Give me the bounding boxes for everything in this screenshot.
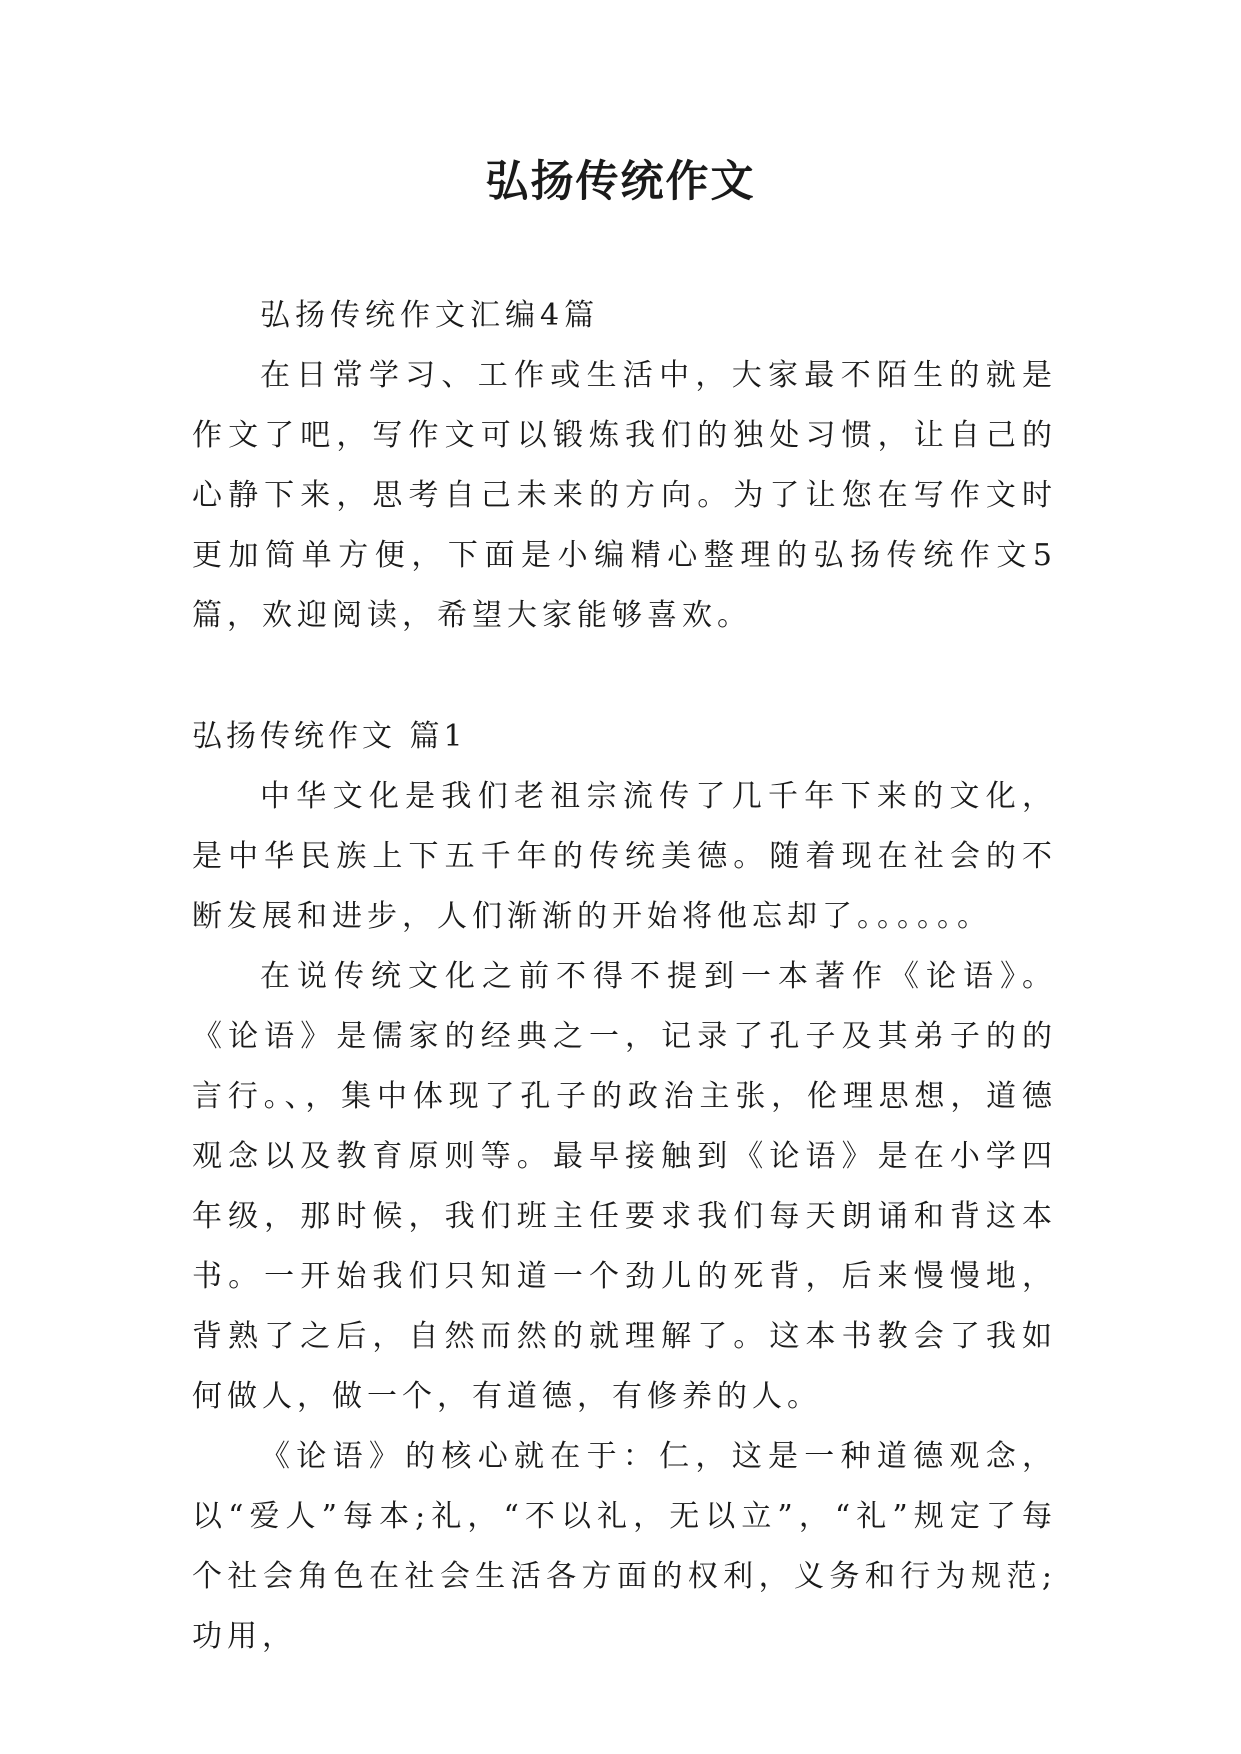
document-body — [192, 286, 1057, 1667]
section-1-paragraph-1: 中华文化是我们老祖宗流传了几千年下来的文化，是中华民族上下五千年的传统美德。随着现在社会的不断发展和进步，人们渐渐的开始将他忘却了。。。。。。 — [192, 779, 1057, 934]
intro-paragraph: 在日常学习、工作或生活中，大家最不陌生的就是作文了吧，写作文可以锻炼我们的独处习惯，让自己的心静下来，思考自己未来的方向。为了让您在写作文时更加简单方便，下面是小编精心整理的弘扬传统作文5篇，欢迎阅读，希望大家能够喜欢。 — [192, 358, 1057, 633]
section-1-paragraph-3: 《论语》的核心就在于：仁，这是一种道德观念，以“爱人”每本;礼，“不以礼，无以立”，“礼”规定了每个社会角色在社会生活各方面的权利，义务和行为规范;功用， — [192, 1439, 1057, 1654]
document-title: 弘扬传统作文 — [485, 157, 756, 207]
section-1-paragraph-2: 在说传统文化之前不得不提到一本著作《论语》。《论语》是儒家的经典之一，记录了孔子及其弟子的的言行。、，集中体现了孔子的政治主张，伦理思想，道德观念以及教育原则等。最早接触到《论语》是在小学四年级，那时候，我们班主任要求我们每天朗诵和背这本书。一开始我们只知道一个劲儿的死背，后来慢慢地，背熟了之后，自然而然的就理解了。这本书教会了我如何做人，做一个，有道德，有修养的人。 — [192, 959, 1057, 1414]
section-1-title: 弘扬传统作文 篇1 — [192, 719, 467, 754]
intro-heading: 弘扬传统作文汇编4篇 — [260, 298, 600, 333]
